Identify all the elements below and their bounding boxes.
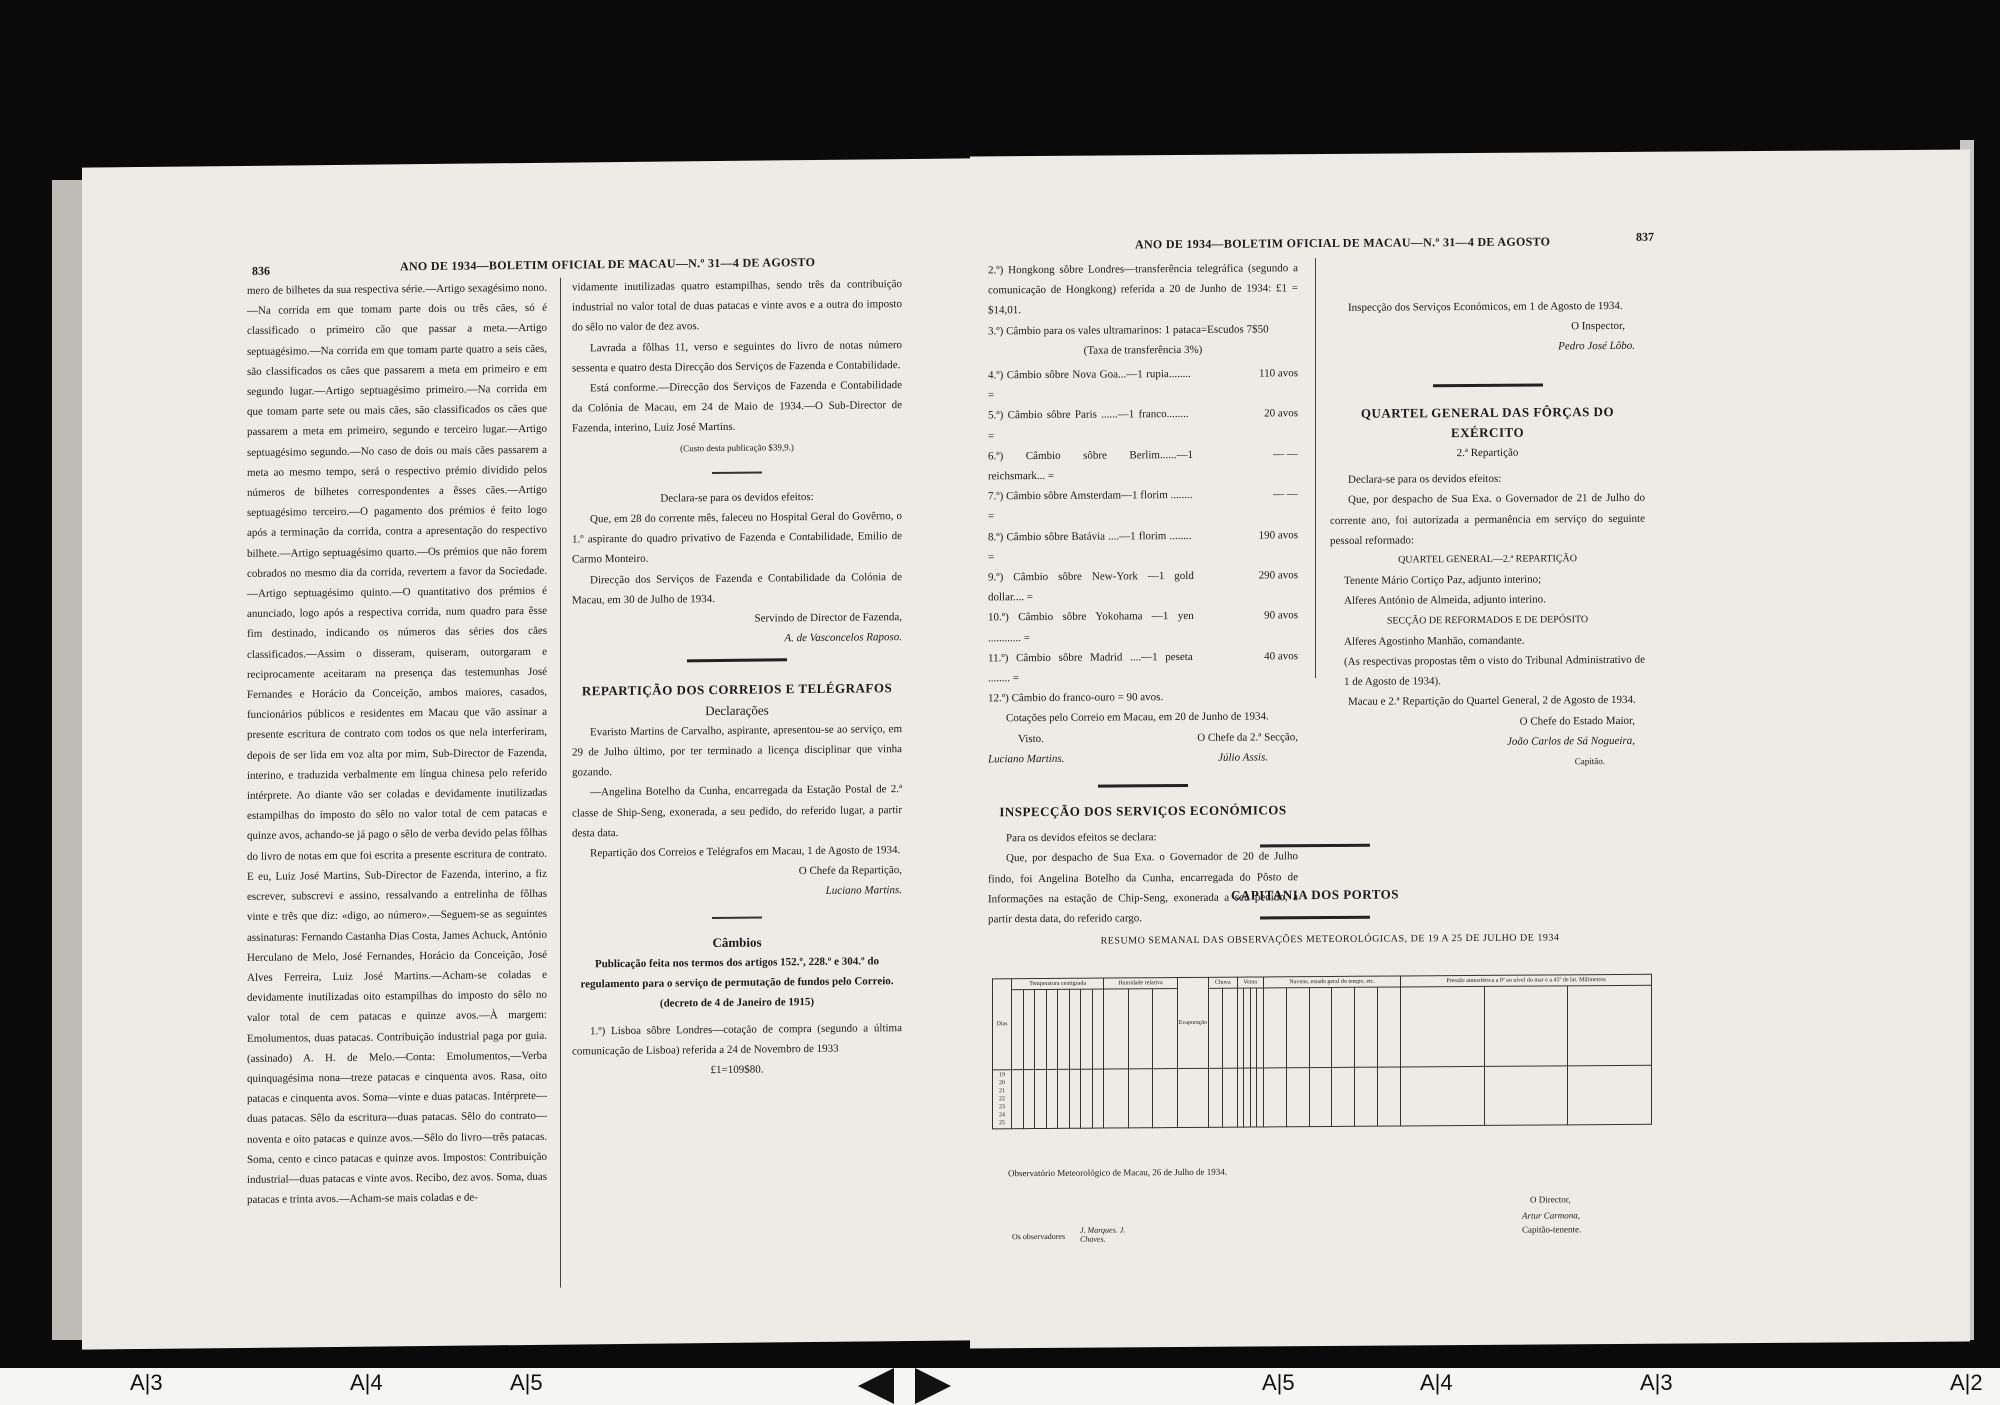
paragraph: —Angelina Botelho da Cunha, encarregada da Estação Postal de 2.ª classe de Ship-Seng, exonerada, a seu pedido, do referido lugar, a partir desta data. xyxy=(572,783,902,840)
signature-name: Júlio Assis. xyxy=(1218,751,1268,764)
paragraph: Macau e 2.ª Repartição do Quartel General, 2 de Agosto de 1934. xyxy=(1348,694,1636,709)
meteorology-title: RESUMO SEMANAL DAS OBSERVAÇÕES METEOROLÓGICAS, DE 19 A 25 DE JULHO DE 1934 xyxy=(1100,932,1560,947)
list-item: (As respectivas propostas têm o visto do Tribunal Administrativo de 1 de Agosto de 1934). xyxy=(1344,653,1645,689)
column-rule xyxy=(560,278,561,1288)
day-value: 22 xyxy=(999,1096,1005,1103)
exchange-row xyxy=(988,404,1298,447)
publication-cost: (Custo desta publicação $39,9.) xyxy=(680,441,794,454)
day-value: 21 xyxy=(999,1088,1005,1095)
signature-name: A. de Vasconcelos Raposo. xyxy=(784,631,902,645)
exchange-row xyxy=(988,363,1298,406)
exchange-row xyxy=(988,606,1298,649)
list-item: Tenente Mário Cortiço Paz, adjunto interino; xyxy=(1344,573,1542,588)
paragraph: 2.º) Hongkong sôbre Londres—transferência telegráfica (segundo a comunicação de Hongkong) referida a 20 de Junho de 1934: £1 = $14,01. xyxy=(988,262,1298,317)
column-header: Vento xyxy=(1237,977,1263,988)
running-head-left: ANO DE 1934—BOLETIM OFICIAL DE MACAU—N.º 31—4 DE AGOSTO xyxy=(400,254,816,274)
signature-name: João Carlos de Sá Nogueira, xyxy=(1506,734,1635,748)
separator xyxy=(1260,844,1370,848)
exchange-value: £1=109$80. xyxy=(710,1063,764,1076)
separator xyxy=(1260,916,1370,920)
right-page xyxy=(970,150,1970,1349)
paragraph: Que, por despacho de Sua Exa. o Governador de 20 de Julho findo, foi Angelina Botelho da Cunha, encarregada do Pôsto de Informações na estação de Chip-Seng, exonerada a seu pedido, a partir desta data, do referido cargo. xyxy=(988,850,1298,926)
frame-mark: A|4 xyxy=(1420,1370,1453,1395)
exchange-value: 40 xyxy=(1264,650,1276,663)
exchange-value: — xyxy=(1273,488,1285,501)
paragraph: Direcção dos Serviços de Fazenda e Contabilidade da Colónia de Macau, em 30 de Julho de 1934. xyxy=(572,570,902,607)
exchange-unit: avos xyxy=(1277,609,1298,622)
signature-block xyxy=(988,747,1298,769)
page-number-right: 837 xyxy=(1636,229,1654,244)
list-item: Alferes Agostinho Manhão, comandante. xyxy=(1344,634,1525,648)
exchange-table xyxy=(988,363,1298,688)
paragraph: 1.º) Lisboa sôbre Londres—cotação de compra (segundo a última comunicação de Lisboa) referida a 24 de Novembro de 1933 xyxy=(572,1021,902,1058)
exchange-row xyxy=(988,646,1298,689)
section-title: CAPITANIA DOS PORTOS xyxy=(1231,886,1399,903)
section-subtitle: 2.ª Repartição xyxy=(1456,446,1519,460)
signature-title: O Chefe da 2.ª Secção, xyxy=(1197,730,1298,744)
signature-block xyxy=(988,727,1298,749)
section-title: QUARTEL GENERAL DAS FÔRÇAS DO EXÉRCITO xyxy=(1360,403,1615,440)
frame-arrow-left-icon xyxy=(858,1368,894,1404)
exchange-label: 8.º) Câmbio sôbre Batávia ....—1 florim ........ = xyxy=(988,529,1192,564)
film-strip xyxy=(0,1368,2000,1405)
section-subtitle: Declarações xyxy=(705,702,769,718)
paragraph: Repartição dos Correios e Telégrafos em Macau, 1 de Agosto de 1934. xyxy=(590,844,901,860)
day-value: 20 xyxy=(999,1080,1005,1087)
paragraph: Evaristo Martins de Carvalho, aspirante, apresentou-se ao serviço, em 29 de Julho último, por ter terminado a licença disciplinar que vinha gozando. xyxy=(572,722,902,779)
exchange-label: 6.º) Câmbio sôbre Berlim......—1 reichsmark... = xyxy=(988,448,1193,483)
paragraph: vidamente inutilizadas quatro estampilhas, sendo três da contribuição industrial no valor total de duas patacas e vinte avos e a outra do imposto do sêlo no valor de dez avos. xyxy=(572,278,902,334)
left-column-1 xyxy=(247,278,547,1210)
day-cell xyxy=(993,1070,1012,1129)
paragraph: 3.º) Câmbio para os vales ultramarinos: 1 pataca=Escudos 7$50 xyxy=(988,323,1269,337)
paragraph: Está conforme.—Direcção dos Serviços de Fazenda e Contabilidade da Colónia de Macau, em 24 de Maio de 1934.—O Sub-Director de Fazenda, interino, Luiz José Martins. xyxy=(572,379,902,435)
exchange-unit: — xyxy=(1287,488,1298,501)
paragraph: (Taxa de transferência 3%) xyxy=(1083,343,1203,357)
signature-name: Luciano Martins. xyxy=(825,884,902,898)
separator xyxy=(1433,383,1543,387)
exchange-unit: — xyxy=(1287,448,1298,461)
column-rule xyxy=(1315,258,1316,678)
meteorology-table xyxy=(992,974,1652,1130)
day-value: 23 xyxy=(999,1104,1005,1111)
paragraph: Lavrada a fôlhas 11, verso e seguintes do livro de notas número sessenta e quatro desta Direcção dos Serviços de Fazenda e Contabilidade. xyxy=(572,338,902,375)
page-number-left: 836 xyxy=(252,263,270,278)
right-column-1 xyxy=(988,258,1298,932)
signature-title: O Chefe da Repartição, xyxy=(798,864,902,878)
frame-mark: A|3 xyxy=(130,1370,163,1395)
exchange-row xyxy=(988,484,1298,527)
signature-name: Pedro José Lôbo. xyxy=(1558,340,1635,353)
director-title: O Director, xyxy=(1530,1194,1571,1205)
frame-mark: A|2 xyxy=(1950,1370,1983,1395)
paragraph: 12.º) Câmbio do franco-ouro = 90 avos. xyxy=(988,691,1164,705)
exchange-label: 7.º) Câmbio sôbre Amsterdam—1 florim ........ = xyxy=(988,489,1193,523)
column-header: Dias xyxy=(993,979,1012,1070)
running-head-right: ANO DE 1934—BOLETIM OFICIAL DE MACAU—N.º 31—4 DE AGOSTO xyxy=(1135,234,1551,252)
exchange-unit: avos xyxy=(1277,569,1298,582)
exchange-unit: avos xyxy=(1277,407,1298,420)
signature-title: O Chefe do Estado Maior, xyxy=(1519,714,1635,728)
paragraph: Cotações pelo Correio em Macau, em 20 de Junho de 1934. xyxy=(1006,710,1269,725)
paragraph: Declara-se para os devidos efeitos: xyxy=(1348,473,1502,487)
observers-label: Os observadores xyxy=(1012,1231,1066,1242)
signature-rank: Capitão. xyxy=(1574,756,1605,767)
day-value: 24 xyxy=(999,1112,1005,1119)
paragraph: Para os devidos efeitos se declara: xyxy=(1006,831,1157,845)
exchange-label: 4.º) Câmbio sôbre Nova Goa...—1 rupia........ = xyxy=(988,367,1191,402)
signature-title: Visto. xyxy=(1018,732,1044,745)
subheading: QUARTEL GENERAL—2.ª REPARTIÇÃO xyxy=(1398,553,1577,566)
signature-name: Luciano Martins. xyxy=(988,752,1065,766)
director-name: Artur Carmona, xyxy=(1522,1210,1581,1221)
cambios-subtitle: Publicação feita nos termos dos artigos 152.º, 228.º e 304.º do regulamento para o serviço de permutação de fundos pelo Correio. (decreto de 4 de Janeiro de 1915) xyxy=(580,955,894,1010)
exchange-label: 5.º) Câmbio sôbre Paris ......—1 franco........ = xyxy=(988,408,1189,442)
table-row xyxy=(993,1065,1652,1129)
day-value: 25 xyxy=(999,1120,1005,1127)
observers-names: J. Marques. J. Chaves. xyxy=(1080,1225,1126,1244)
exchange-label: 11.º) Câmbio sôbre Madrid ....—1 peseta ........ = xyxy=(988,650,1193,685)
section-subtitle: Câmbios xyxy=(712,934,762,950)
exchange-row xyxy=(988,444,1298,487)
separator xyxy=(712,916,762,919)
list-item: Alferes António de Almeida, adjunto interino. xyxy=(1344,593,1546,608)
exchange-value: — xyxy=(1273,448,1285,461)
separator xyxy=(687,659,787,663)
subheading: SECÇÃO DE REFORMADOS E DE DEPÓSITO xyxy=(1386,613,1589,627)
section-title: REPARTIÇÃO DOS CORREIOS E TELÉGRAFOS xyxy=(581,680,893,699)
exchange-label: 10.º) Câmbio sôbre Yokohama —1 yen ............ = xyxy=(988,610,1194,645)
exchange-label: 9.º) Câmbio sôbre New-York —1 gold dollar.... = xyxy=(988,569,1194,604)
signature-title: Servindo de Director de Fazenda, xyxy=(754,611,902,625)
column-header: Humidade relativa xyxy=(1104,978,1177,990)
exchange-value: 110 xyxy=(1258,367,1276,380)
section-title: INSPECÇÃO DOS SERVIÇOS ECONÓMICOS xyxy=(999,802,1287,820)
director-rank: Capitão-tenente. xyxy=(1522,1224,1582,1235)
paragraph: Inspecção dos Serviços Económicos, em 1 de Agosto de 1934. xyxy=(1348,299,1623,314)
meteorology-footer: Observatório Meteorológico de Macau, 26 de Julho de 1934. xyxy=(1008,1166,1227,1179)
day-value: 19 xyxy=(999,1072,1005,1079)
exchange-unit: avos xyxy=(1277,367,1298,380)
contract-text: mero de bilhetes da sua respectiva série.—Artigo sexagésimo nono.—Na corrida em que tomam parte dois ou três cães, só é classificado o primeiro cão que passar a meta.—Artigo septuagésimo.—Na corrida em que tomam parte quatro a seis cães, são classificados os cães que passarem a meta em primeiro e em segundo lugar.—Artigo septuagésimo primeiro.—Na corrida em que tomam parte sete ou mais cães, são classificados os cães que passarem a meta em primeiro, segundo e terceiro lugar.—Artigo septuagésimo segundo.—No caso de dois ou mais cães passarem a meta ao mesmo tempo, será o respectivo prémio dividido pelos números de bilhetes correspondentes a êsses cães.—Artigo septuagésimo terceiro.—O pagamento dos prémios é feito logo após a terminação da corrida, contra a apresentação do respectivo bilhete.—Artigo septuagésimo quarto.—Os prémios que não forem cobrados no mesmo dia da corrida, revertem a favor da Sociedade.—Artigo septuagésimo quinto.—O quantitativo dos prémios é anunciado, logo após a respectiva corrida, num quadro para êsse fim destinado, indicando os números das séries dos cães classificados.—Assim o disseram, quiseram, outorgaram e reciprocamente aceitaram na presença das testemunhas José Fernandes e Horácio da Conceição, ambos maiores, casados, funcionários públicos e residentes em Macau que vão assinar a presente escritura de contrato com todos os que nela interferiram, depois de ser lida em voz alta por mim, Sub-Director de Fazenda, interino, e traduzida verbalmente em língua chinesa pelo referido intérprete. Ao diante vão ser coladas e devidamente inutilizadas estampilhas do imposto do sêlo no valor total de cem patacas e quinze avos, achando-se já pago o sêlo de verba devido pelas fôlhas do livro de notas em que foi escrita a presente escritura de contrato. E eu, Luiz José Martins, Sub-Director de Fazenda, interino, a fiz escrever, subscrevi e assino, ressalvando a entrelinha de fôlhas vinte e três que diz: «digo, ao número».—Seguem-se as seguintes assinaturas: Fernando Castanha Dias Costa, James Achuck, António Herculano de Melo, José Fernandes, Horácio da Conceição, José Alves Ferreira, Luiz José Martins.—Acham-se coladas e devidamente inutilizadas oito estampilhas do imposto do sêlo no valor total de cem patacas e quinze avos.—À margem: Emolumentos, duas patacas. Contribuição industrial paga por guia. (assinado) A. H. de Melo.—Conta: Emolumentos,—Verba quinquagésima nona—treze patacas e cinquenta avos. Rasa, oito patacas e cinquenta avos. Soma—vinte e duas patacas. Intérprete—duas patacas. Sêlo da escritura—duas patacas. Sêlo do contrato—noventa e oito patacas e quinze avos.—Sêlo do livro—três patacas. Soma, cento e cinco patacas e quinze avos. Impostos: Contribuição industrial—duas patacas e vinte avos. Recibo, dez avos. Soma, duas patacas e trinta avos.—Acham-se mais coladas e de- xyxy=(247,281,547,1207)
column-header: Evaporação xyxy=(1177,977,1208,1068)
exchange-unit: avos xyxy=(1277,528,1298,541)
paragraph: Declara-se para os devidos efeitos: xyxy=(660,490,814,505)
left-page xyxy=(82,158,970,1349)
paragraph: Que, por despacho de Sua Exa. o Governador de 21 de Julho do corrente ano, foi autorizada a permanência em serviço do seguinte pessoal reformado: xyxy=(1330,492,1645,547)
frame-mark: A|5 xyxy=(510,1370,543,1395)
separator xyxy=(712,471,762,474)
exchange-row xyxy=(988,525,1298,568)
frame-mark: A|5 xyxy=(1262,1370,1295,1395)
column-header: Pressão atmosférica a 0º ao nível do mar e a 45º de lat. Milímetros xyxy=(1401,974,1652,987)
paragraph: Que, em 28 do corrente mês, faleceu no Hospital Geral do Govêrno, o 1.º aspirante do quadro privativo de Fazenda e Contabilidade, Emilio de Carmo Monteiro. xyxy=(572,510,902,566)
exchange-value: 20 xyxy=(1264,407,1276,420)
column-header: Temperatura centigrada xyxy=(1012,978,1104,990)
column-header: Chuva xyxy=(1208,977,1237,988)
exchange-value: 90 xyxy=(1264,609,1276,622)
exchange-unit: avos xyxy=(1277,650,1298,663)
signature-title: O Inspector, xyxy=(1571,320,1625,333)
left-column-2 xyxy=(572,274,902,1082)
table-body xyxy=(993,1065,1652,1129)
right-column-2 xyxy=(1330,256,1645,773)
exchange-row xyxy=(988,565,1298,608)
frame-arrow-right-icon xyxy=(915,1368,951,1404)
exchange-value: 190 xyxy=(1258,529,1276,542)
frame-mark: A|4 xyxy=(350,1370,383,1395)
frame-mark: A|3 xyxy=(1640,1370,1673,1395)
table-subheader-row xyxy=(993,985,1652,1070)
column-header: Nuvens, estado geral do tempo, etc. xyxy=(1264,976,1401,988)
separator xyxy=(1098,784,1188,788)
exchange-value: 290 xyxy=(1258,569,1276,582)
